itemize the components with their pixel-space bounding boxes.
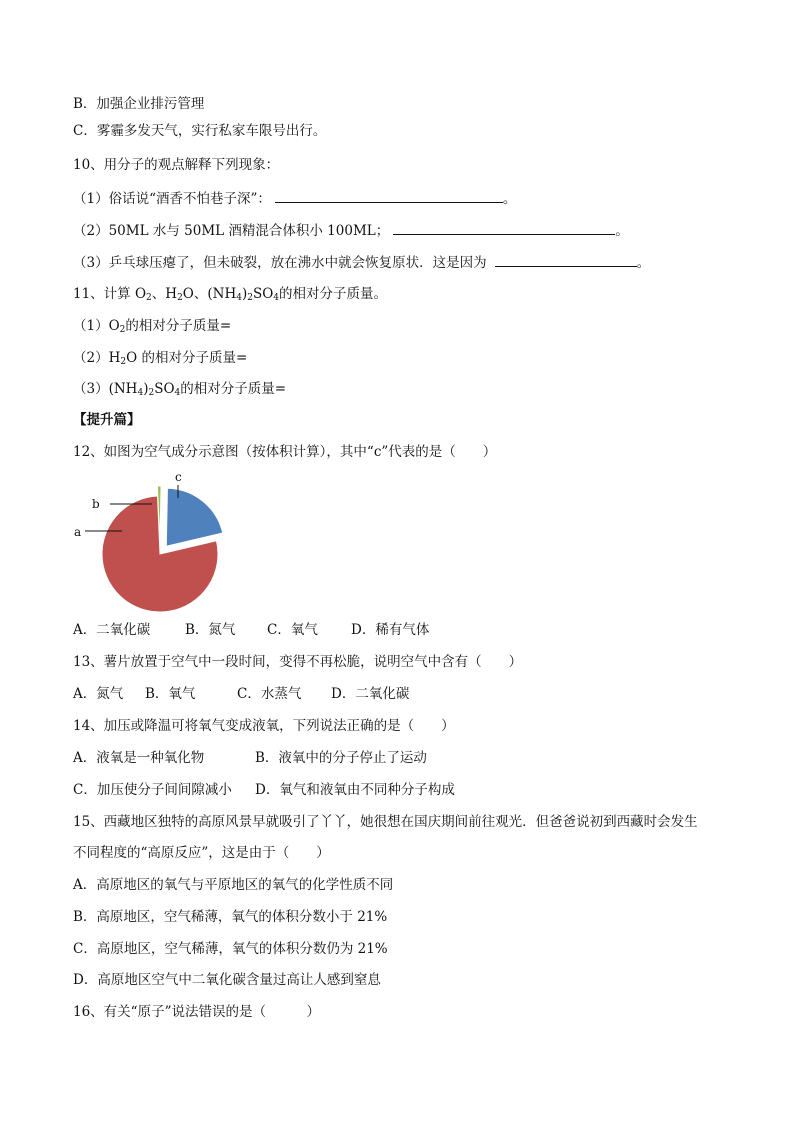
option-b[interactable]: B．氧气 [145,686,196,702]
subscript: 4 [273,293,280,303]
period: 。 [615,223,629,239]
q11-1-text: （1）O [73,318,120,334]
answer-blank[interactable] [495,252,637,267]
option-a[interactable]: A．二氧化碳 [73,622,151,638]
answer-blank[interactable] [393,220,615,235]
option-c[interactable]: C．水蒸气 [237,686,302,702]
period: 。 [502,191,517,207]
q11-2-text: （2）H [73,350,121,366]
option-d[interactable]: D．高原地区空气中二氧化碳含量过高让人感到窒息 [73,972,381,988]
subscript: 2 [247,293,253,303]
pie-slices [102,486,223,612]
pie-label-a: a [74,525,82,539]
option-c[interactable]: C．氧气 [267,622,318,638]
question-10-1 [73,188,516,209]
question-14-options-ab [73,748,427,768]
option-a[interactable]: A．液氧是一种氧化物 [73,750,205,766]
question-16: 16、有关“原子”说法错误的是（ ） [73,1004,320,1020]
q11-text: SO [252,286,274,302]
question-15-line-2: 不同程度的“高原反应”，这是由于（ ） [73,845,330,861]
question-12: 12、如图为空气成分示意图（按体积计算），其中“c”代表的是（ ） [73,444,497,460]
question-14-options-cd [73,780,455,800]
q11-1-text: 的相对分子质量= [125,318,232,334]
subscript: 4 [236,293,242,303]
question-10-1-text: （1）俗话说“酒香不怕巷子深”： [73,191,271,207]
answer-blank[interactable] [275,188,503,203]
section-heading: 【提升篇】 [73,412,141,428]
question-10-3 [73,252,650,273]
option-a[interactable]: A．氮气 [73,686,124,702]
question-10: 10、用分子的观点解释下列现象： [73,157,280,173]
option-d[interactable]: D．二氧化碳 [331,686,410,702]
pie-label-b: b [92,497,100,511]
option-b[interactable]: B．高原地区，空气稀薄，氧气的体积分数小于 21% [73,909,388,925]
option-c-line: C．雾霾多发天气，实行私家车限号出行。 [73,123,327,139]
option-c[interactable]: C．高原地区，空气稀薄，氧气的体积分数仍为 21% [73,941,388,957]
question-11 [73,284,387,304]
q11-text: 、H [151,286,178,302]
q11-2-text: O 的相对分子质量= [126,350,248,366]
pie-slice-c [166,488,222,546]
q11-3-text: ) [143,381,149,397]
q11-text: 11、计算 O [73,286,147,302]
q11-3-text: SO [154,381,175,397]
pie-label-c: c [175,470,182,484]
q11-text: 的相对分子质量。 [279,286,388,302]
option-b[interactable]: B．氮气 [185,622,236,638]
question-13-options [73,684,409,704]
subscript: 2 [177,293,183,303]
option-b-line: B．加强企业排污管理 [73,96,205,112]
option-b[interactable]: B．液氧中的分子停止了运动 [255,750,427,766]
question-15-line-1: 15、西藏地区独特的高原风景早就吸引了丫丫，她很想在国庆期间前往观光．但爸爸说初到西藏时会发生 [73,814,698,830]
question-13: 13、薯片放置于空气中一段时间，变得不再松脆，说明空气中含有（ ） [73,654,523,670]
question-12-options [73,620,429,640]
question-10-2 [73,220,629,241]
question-14: 14、加压或降温可将氧气变成液氧，下列说法正确的是（ ） [73,718,455,734]
option-d[interactable]: D．稀有气体 [351,622,430,638]
subscript: 2 [148,388,155,398]
question-11-1 [73,316,231,336]
question-10-2-text: （2）50ML 水与 50ML 酒精混合体积小 100ML； [73,223,390,239]
question-11-3 [73,379,286,399]
option-a[interactable]: A．高原地区的氧气与平原地区的氧气的化学性质不同 [73,877,394,893]
q11-text: O、(NH [182,286,237,302]
subscript: 4 [137,388,144,398]
q11-3-text: 的相对分子质量= [180,381,287,397]
air-composition-pie-chart [70,468,220,618]
question-11-2 [73,348,247,368]
subscript: 2 [119,325,126,335]
subscript: 2 [120,357,127,367]
subscript: 2 [146,293,152,303]
q11-text: ) [241,286,248,302]
q11-3-text: （3）(NH [73,381,138,397]
option-d[interactable]: D．氧气和液氧由不同种分子构成 [255,782,455,798]
option-c[interactable]: C．加压使分子间间隙减小 [73,782,232,798]
question-10-3-text: （3）乒乓球压瘪了，但未破裂，放在沸水中就会恢复原状．这是因为 [73,255,487,271]
period: 。 [636,255,651,271]
subscript: 4 [174,388,181,398]
